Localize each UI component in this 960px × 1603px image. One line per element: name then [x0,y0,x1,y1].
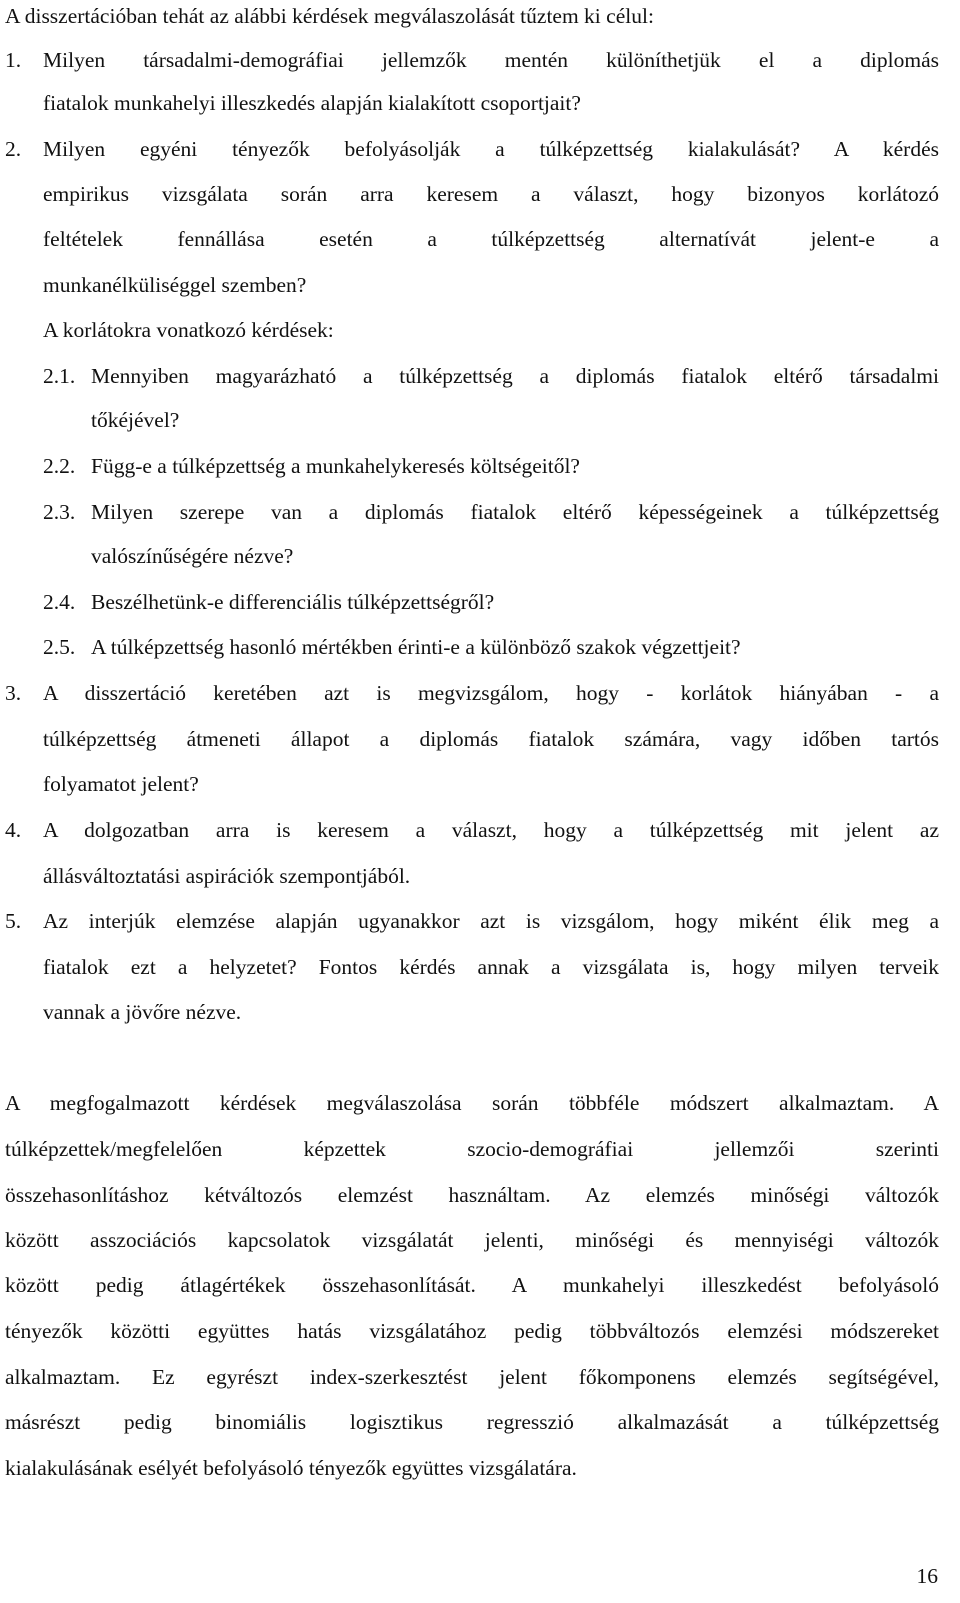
question-2-number: 2. [5,137,22,161]
subquestion-number: 2.5. [43,635,76,659]
subquestion-number: 2.4. [43,590,76,614]
subquestion-number: 2.2. [43,454,76,478]
question-4-line: állásváltoztatási aspirációk szempontjából. [43,864,411,888]
subquestion-line: Beszélhetünk-e differenciális túlképzettségről? [91,590,495,614]
subquestion-line: Mennyiben magyarázható a túlképzettség a diplomás fiatalok eltérő társadalmi [91,366,939,388]
methods-paragraph-line: túlképzettek/megfelelően képzettek szocio-demográfiai jellemzői szerinti [5,1139,939,1161]
question-4-line: A dolgozatban arra is keresem a választ, hogy a túlképzettség mit jelent az [43,820,939,842]
constraints-intro: A korlátokra vonatkozó kérdések: [43,318,334,342]
methods-paragraph-line: másrészt pedig binomiális logisztikus regresszió alkalmazását a túlképzettség [5,1412,939,1434]
methods-paragraph-line: között pedig átlagértékek összehasonlítását. A munkahelyi illeszkedést befolyásoló [5,1275,939,1297]
methods-paragraph-line: kialakulásának esélyét befolyásoló tényezők együttes vizsgálatára. [5,1456,577,1480]
question-2-line: Milyen egyéni tényezők befolyásolják a túlképzettség kialakulását? A kérdés [43,139,939,161]
question-5-line: Az interjúk elemzése alapján ugyanakkor azt is vizsgálom, hogy miként élik meg a [43,911,939,933]
question-5-line: vannak a jövőre nézve. [43,1000,242,1024]
methods-paragraph-line: tényezők közötti együttes hatás vizsgálatához pedig többváltozós elemzési módszereket [5,1321,939,1343]
question-3-line: folyamatot jelent? [43,772,199,796]
question-2-line: munkanélküliséggel szemben? [43,273,307,297]
question-1-number: 1. [5,48,22,72]
subquestion-line: valószínűségére nézve? [91,544,294,568]
question-3-line: A disszertáció keretében azt is megvizsgálom, hogy - korlátok hiányában - a [43,683,939,705]
subquestion-line: A túlképzettség hasonló mértékben érinti-e a különböző szakok végzettjeit? [91,635,741,659]
question-4-number: 4. [5,818,22,842]
subquestion-line: Függ-e a túlképzettség a munkahelykeresés költségeitől? [91,454,580,478]
methods-paragraph-line: alkalmaztam. Ez egyrészt index-szerkesztést jelent főkomponens elemzés segítségével, [5,1367,939,1389]
question-1-line: Milyen társadalmi-demográfiai jellemzők mentén különíthetjük el a diplomás [43,50,939,72]
methods-paragraph-line: A megfogalmazott kérdések megválaszolása során többféle módszert alkalmaztam. A [5,1093,939,1115]
question-2-line: empirikus vizsgálata során arra keresem a választ, hogy bizonyos korlátozó [43,184,939,206]
subquestion-number: 2.1. [43,364,76,388]
page-number: 16 [916,1564,938,1588]
question-3-number: 3. [5,681,22,705]
question-2-line: feltételek fennállása esetén a túlképzettség alternatívát jelent-e a [43,229,939,251]
subquestion-number: 2.3. [43,500,76,524]
subquestion-line: tőkéjével? [91,408,180,432]
question-3-line: túlképzettség átmeneti állapot a diplomás fiatalok számára, vagy időben tartós [43,729,939,751]
methods-paragraph-line: összehasonlításhoz kétváltozós elemzést használtam. Az elemzés minőségi változók [5,1185,939,1207]
subquestion-line: Milyen szerepe van a diplomás fiatalok eltérő képességeinek a túlképzettség [91,502,939,524]
intro-text: A disszertációban tehát az alábbi kérdések megválaszolását tűztem ki célul: [5,4,654,28]
question-5-number: 5. [5,909,22,933]
question-1-line: fiatalok munkahelyi illeszkedés alapján kialakított csoportjait? [43,91,581,115]
question-5-line: fiatalok ezt a helyzetet? Fontos kérdés annak a vizsgálata is, hogy milyen terveik [43,957,939,979]
methods-paragraph-line: között asszociációs kapcsolatok vizsgálatát jelenti, minőségi és mennyiségi változók [5,1230,939,1252]
